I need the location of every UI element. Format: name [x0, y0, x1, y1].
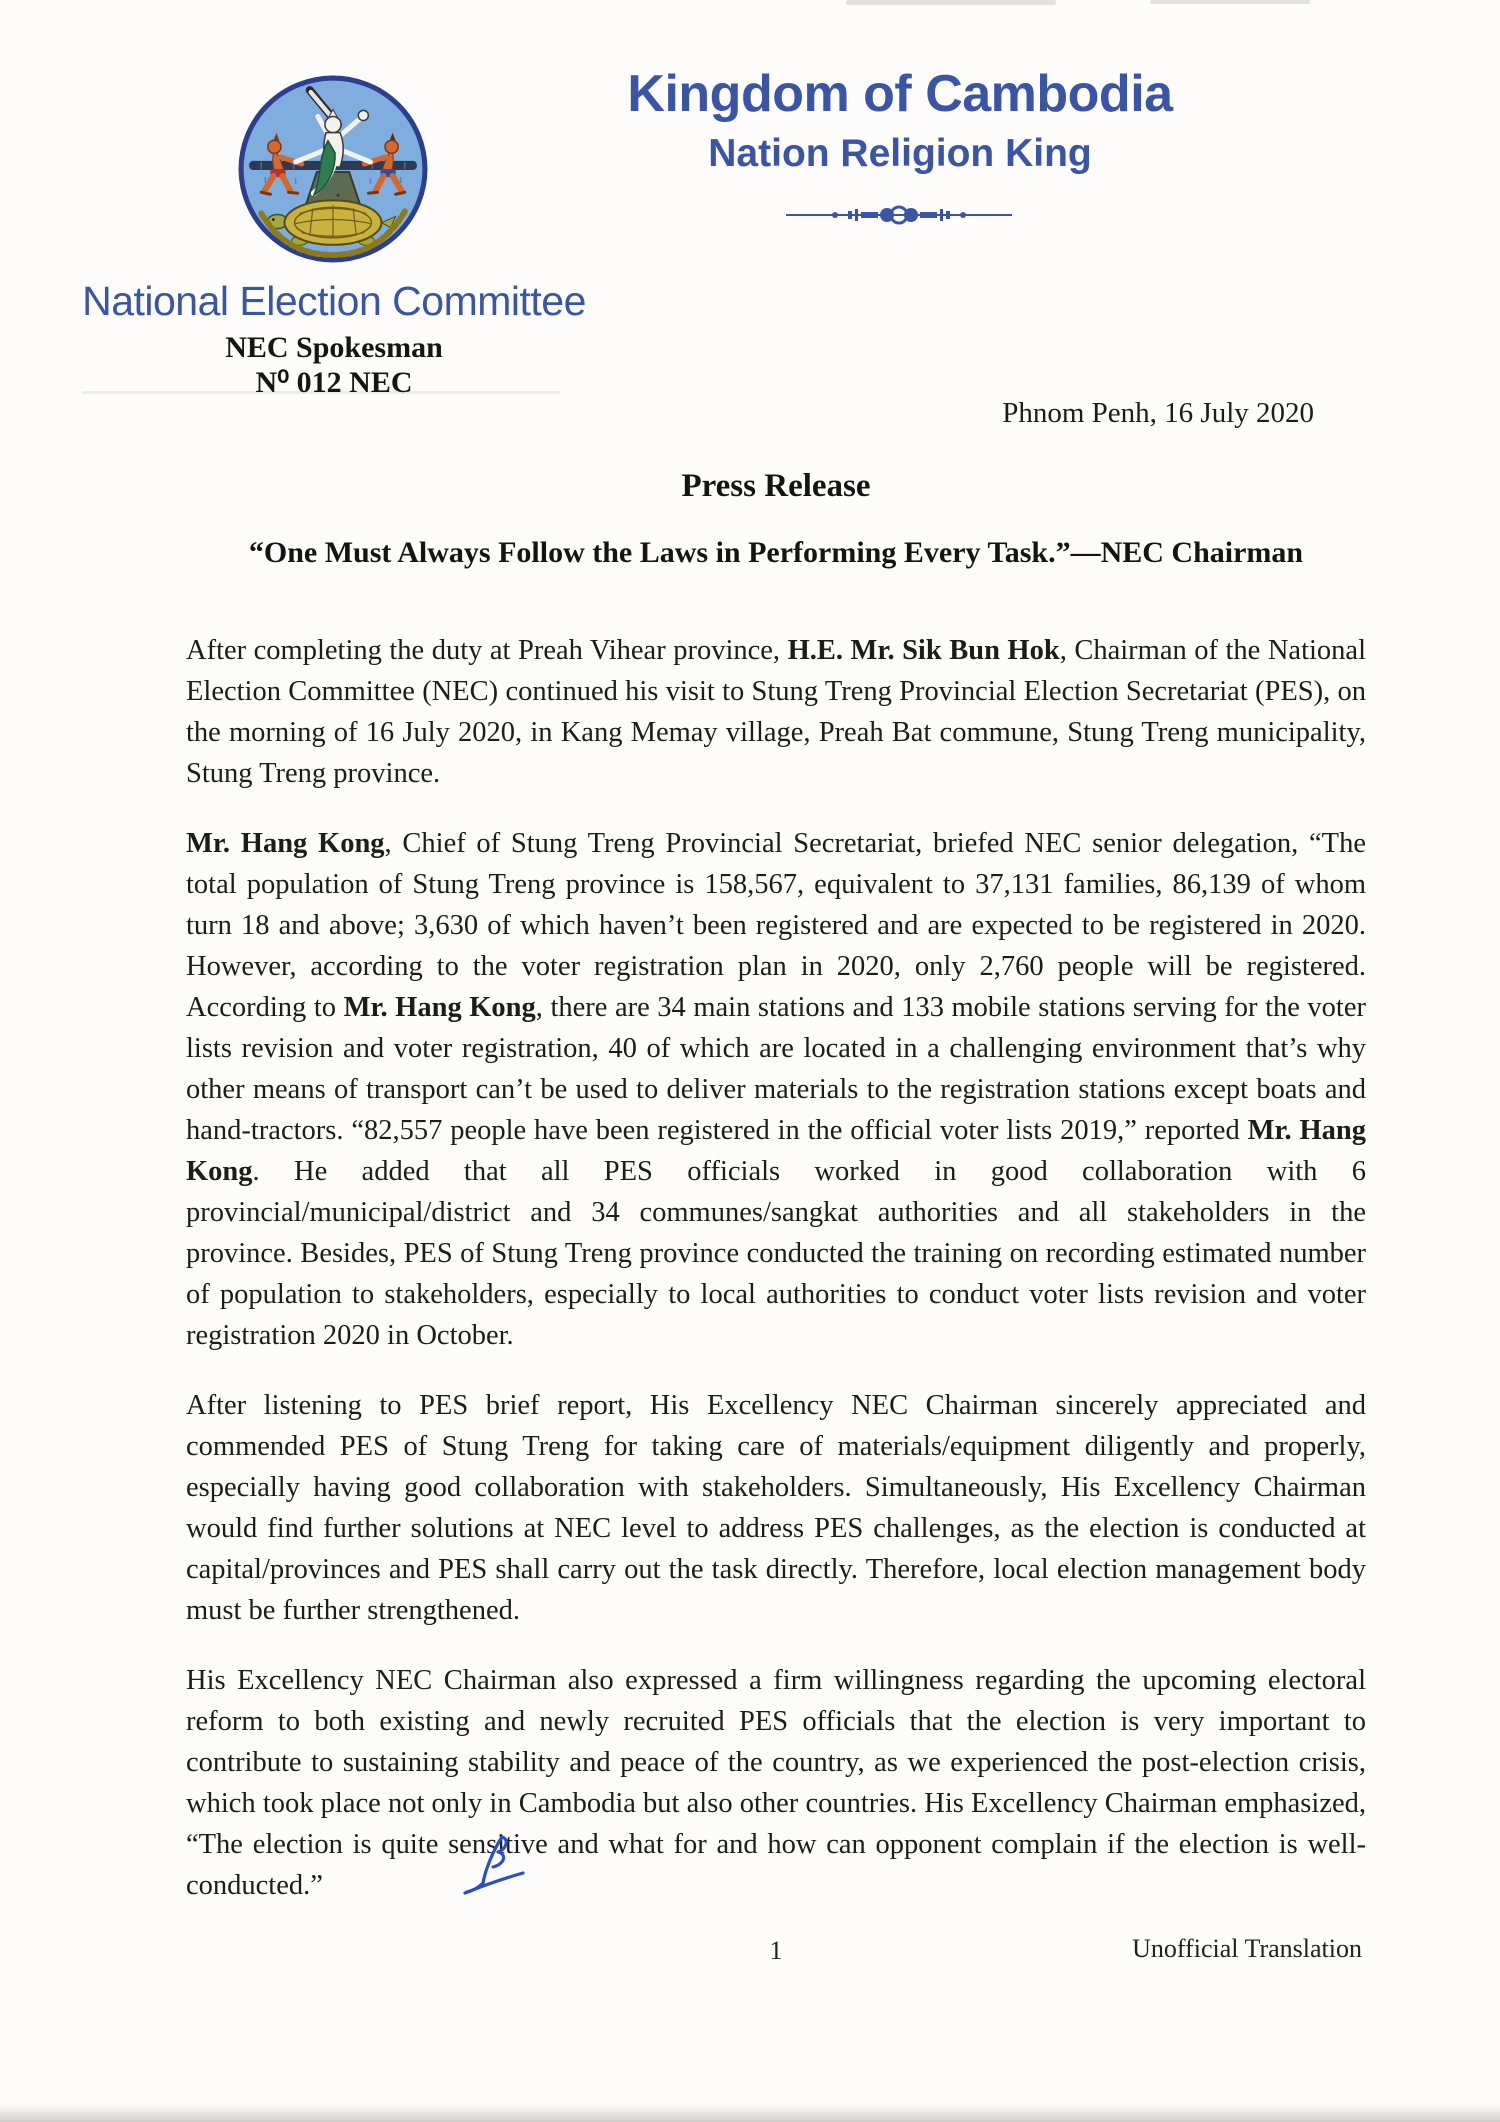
- paragraph-text: , there are 34 main stations and 133 mobile stations serving for the voter lists revision and voter registration, 40 of which are located in a challenging environment that’s why other means of transport can’t be used to deliver materials to the registration stations except boats and hand-tractors. “82,557 people have been registered in the official voter lists 2019,” reported: [186, 992, 1366, 1146]
- signature-initials-icon: [460, 1833, 528, 1897]
- page-number: 1: [769, 1936, 783, 1965]
- body-paragraphs: [186, 630, 1366, 1935]
- paragraph-text: , Chief of Stung Treng Provincial Secretariat, briefed NEC senior delegation, “The total population of Stung Treng province is 158,567, equivalent to 37,131 families, 86,139 of whom turn 18 and above; 3,630 of which haven’t been registered and are expected to be registered in 2020. However, according to the voter registration plan in 2020, only 2,760 people will be registered. According to: [186, 828, 1366, 1023]
- dateline: Phnom Penh, 16 July 2020: [1002, 397, 1314, 429]
- paragraph: [186, 1660, 1366, 1906]
- org-name: National Election Committee: [82, 278, 586, 324]
- scan-smudge-top: [846, 0, 1056, 5]
- person-name-bold: Mr. Hang Kong: [186, 1115, 1366, 1187]
- paragraph-text: After listening to PES brief report, His Excellency NEC Chairman sincerely appreciated and commended PES of Stung Treng for taking care of materials/equipment diligently and properly, especially having good collaboration with stakeholders. Simultaneously, His Excellency Chairman would find further solutions at NEC level to address PES challenges, as the election is conducted at capital/provinces and PES shall carry out the task directly. Therefore, local election management body must be further strengthened.: [186, 1390, 1366, 1626]
- spokesman-label: NEC Spokesman: [225, 331, 443, 364]
- nec-seal-logo: [237, 74, 429, 264]
- headline-quote: “One Must Always Follow the Laws in Performing Every Task.”—NEC Chairman: [248, 536, 1304, 569]
- scan-edge-shadow: [0, 2104, 1500, 2122]
- person-name-bold: Mr. Hang Kong: [186, 828, 385, 859]
- person-name-bold: Mr. Hang Kong: [343, 992, 536, 1023]
- document-number: N⁰ 012 NEC: [255, 366, 413, 399]
- paragraph: [186, 823, 1366, 1356]
- translation-note: Unofficial Translation: [1132, 1934, 1362, 1963]
- paragraph-text: . He added that all PES officials worked in good collaboration with 6 provincial/municipal/district and 34 communes/sangkat authorities and all stakeholders in the province. Besides, PES of Stung Treng province conducted the training on recording estimated number of population to stakeholders, especially to local authorities to conduct voter lists revision and voter registration 2020 in October.: [186, 1156, 1366, 1351]
- paragraph: [186, 630, 1366, 794]
- paragraph-text: After completing the duty at Preah Vihear province,: [186, 635, 788, 666]
- person-name-bold: H.E. Mr. Sik Bun Hok: [787, 635, 1060, 666]
- press-release-title: Press Release: [681, 468, 871, 504]
- paragraph-text: , Chairman of the National Election Committee (NEC) continued his visit to Stung Treng Provincial Election Secretariat (PES), on the morning of 16 July 2020, in Kang Memay village, Preah Bat commune, Stung Treng municipality, Stung Treng province.: [186, 635, 1366, 789]
- kingdom-title: Kingdom of Cambodia: [627, 65, 1173, 123]
- paragraph: [186, 1385, 1366, 1631]
- ornamental-divider-icon: [786, 202, 1012, 228]
- motto-title: Nation Religion King: [708, 132, 1092, 175]
- paragraph-text: His Excellency NEC Chairman also expressed a firm willingness regarding the upcoming electoral reform to both existing and newly recruited PES officials that the election is very important to contribute to sustaining stability and peace of the country, as we experienced the post-election crisis, which took place not only in Cambodia but also other countries. His Excellency Chairman emphasized, “The election is quite sensitive and what for and how can opponent complain if the election is well-conducted.”: [186, 1665, 1366, 1901]
- scan-smudge-top: [1150, 0, 1310, 4]
